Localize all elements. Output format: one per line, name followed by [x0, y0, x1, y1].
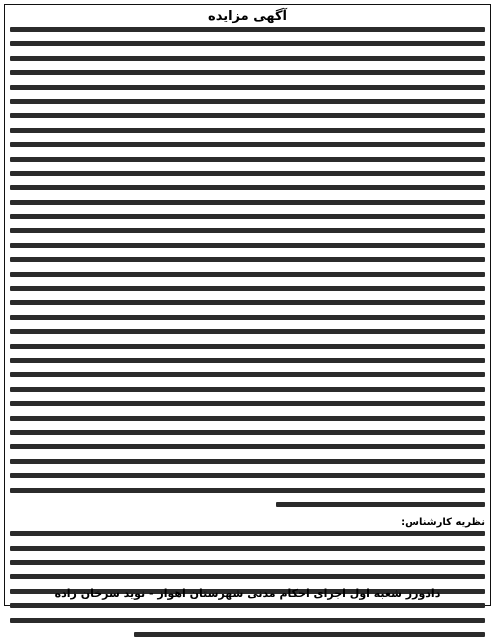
text-line: [10, 459, 485, 464]
notice-body: [10, 27, 485, 507]
text-line: [10, 560, 485, 565]
text-line: [10, 329, 485, 334]
text-line: [10, 171, 485, 176]
text-line: [10, 473, 485, 478]
text-line: [10, 113, 485, 118]
text-line: [10, 574, 485, 579]
text-line: [10, 344, 485, 349]
text-line: [276, 502, 485, 507]
expert-opinion-body: [10, 531, 485, 637]
text-line: [10, 70, 485, 75]
expert-opinion-heading: نظریه کارشناس:: [401, 517, 485, 529]
text-line: [10, 185, 485, 190]
text-line: [10, 372, 485, 377]
text-line: [10, 128, 485, 133]
signature-line: دادورز شعبه اول اجرای احکام مدنی شهرستان اهواز - نوید سرخان زاده: [54, 587, 441, 600]
text-line: [10, 56, 485, 61]
text-line: [10, 531, 485, 536]
text-line: [10, 272, 485, 277]
text-line: [10, 142, 485, 147]
text-line: [10, 401, 485, 406]
text-line: [10, 315, 485, 320]
text-line: [10, 416, 485, 421]
text-line: [10, 200, 485, 205]
text-line: [10, 286, 485, 291]
text-line: [10, 157, 485, 162]
text-line: [10, 387, 485, 392]
text-line: [10, 358, 485, 363]
text-line: [10, 300, 485, 305]
text-line: [10, 257, 485, 262]
text-line: [10, 41, 485, 46]
text-line: [10, 603, 485, 608]
text-line: [10, 85, 485, 90]
text-line: [10, 618, 485, 623]
text-line: [10, 430, 485, 435]
text-line: [134, 632, 486, 637]
notice-title: آگهی مزایده: [208, 9, 287, 24]
text-line: [10, 546, 485, 551]
text-line: [10, 214, 485, 219]
text-line: [10, 243, 485, 248]
text-line: [10, 27, 485, 32]
auction-notice: [4, 4, 491, 606]
text-line: [10, 488, 485, 493]
text-line: [10, 99, 485, 104]
text-line: [10, 444, 485, 449]
text-line: [10, 228, 485, 233]
